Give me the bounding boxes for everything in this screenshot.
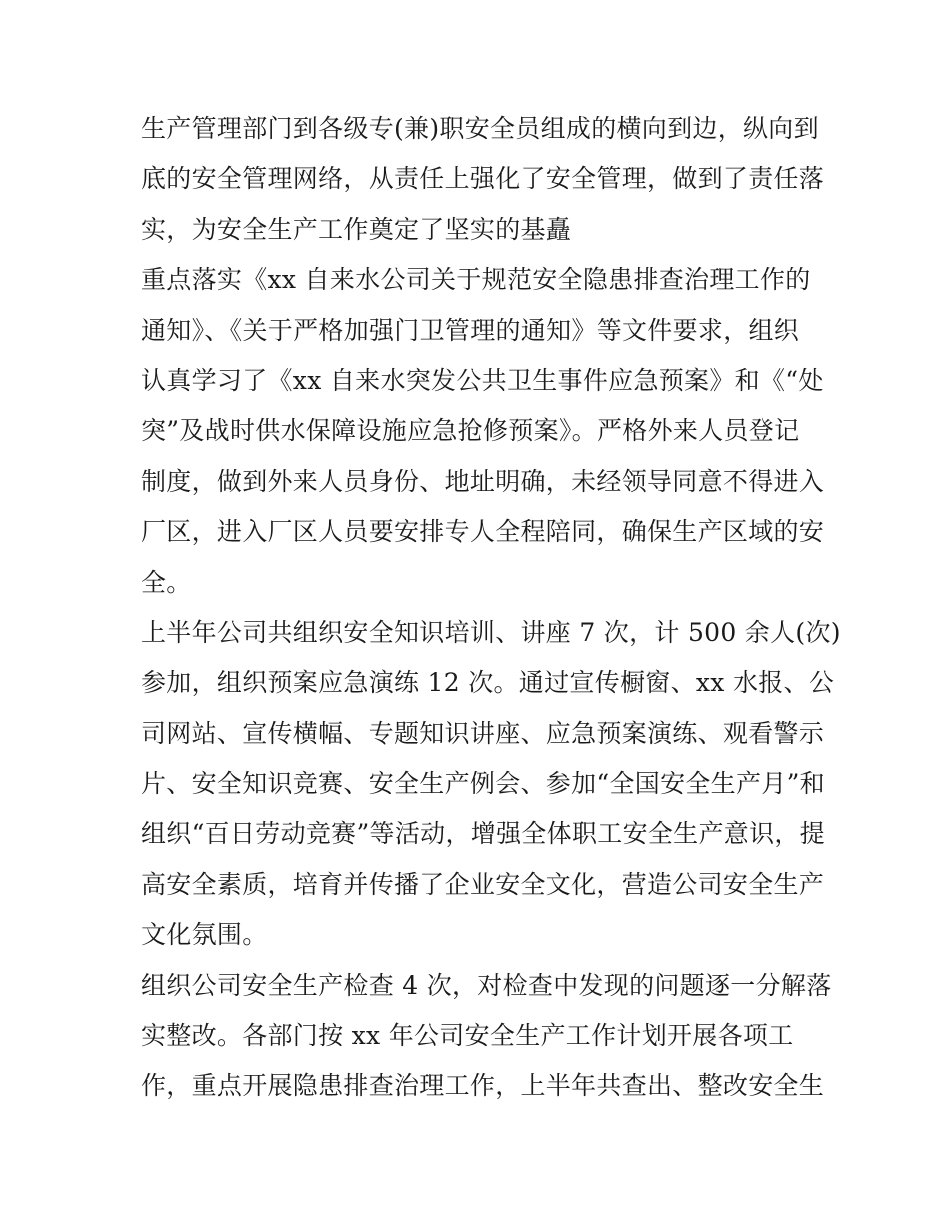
text-line: 制度，做到外来人员身份、地址明确，未经领导同意不得进入 xyxy=(141,466,825,496)
text-line: 上半年公司共组织安全知识培训、讲座 7 次，计 500 余人(次) xyxy=(141,617,841,647)
text-line: 全。 xyxy=(141,567,192,597)
text-line: 片、安全知识竞赛、安全生产例会、参加“全国安全生产月”和 xyxy=(141,769,825,799)
text-line: 司网站、宣传横幅、专题知识讲座、应急预案演练、观看警示 xyxy=(141,718,825,748)
text-line: 重点落实《xx 自来水公司关于规范安全隐患排查治理工作的 xyxy=(141,265,811,295)
text-line: 通知》、《关于严格加强门卫管理的通知》等文件要求，组织 xyxy=(141,315,800,345)
text-line: 组织“百日劳动竞赛”等活动，增强全体职工安全生产意识，提 xyxy=(141,819,825,849)
text-line: 厂区，进入厂区人员要安排专人全程陪同，确保生产区域的安 xyxy=(141,517,825,547)
text-line: 底的安全管理网络，从责任上强化了安全管理，做到了责任落 xyxy=(141,164,825,194)
text-line: 实，为安全生产工作奠定了坚实的基矗 xyxy=(141,214,572,244)
text-line: 突”及战时供水保障设施应急抢修预案》。严格外来人员登记 xyxy=(141,416,800,446)
text-line: 作，重点开展隐患排查治理工作，上半年共查出、整改安全生 xyxy=(141,1071,825,1101)
text-line: 高安全素质，培育并传播了企业安全文化，营造公司安全生产 xyxy=(141,869,825,899)
text-line: 生产管理部门到各级专(兼)职安全员组成的横向到边，纵向到 xyxy=(141,114,819,143)
document-body xyxy=(141,104,841,1112)
text-line: 参加，组织预案应急演练 12 次。通过宣传橱窗、xx 水报、公 xyxy=(141,668,835,698)
text-line: 组织公司安全生产检查 4 次，对检查中发现的问题逐一分解落 xyxy=(141,970,832,1000)
text-line: 认真学习了《xx 自来水突发公共卫生事件应急预案》和《“处 xyxy=(141,365,824,395)
text-line: 实整改。各部门按 xx 年公司安全生产工作计划开展各项工 xyxy=(141,1021,794,1051)
text-line: 文化氛围。 xyxy=(141,920,268,950)
